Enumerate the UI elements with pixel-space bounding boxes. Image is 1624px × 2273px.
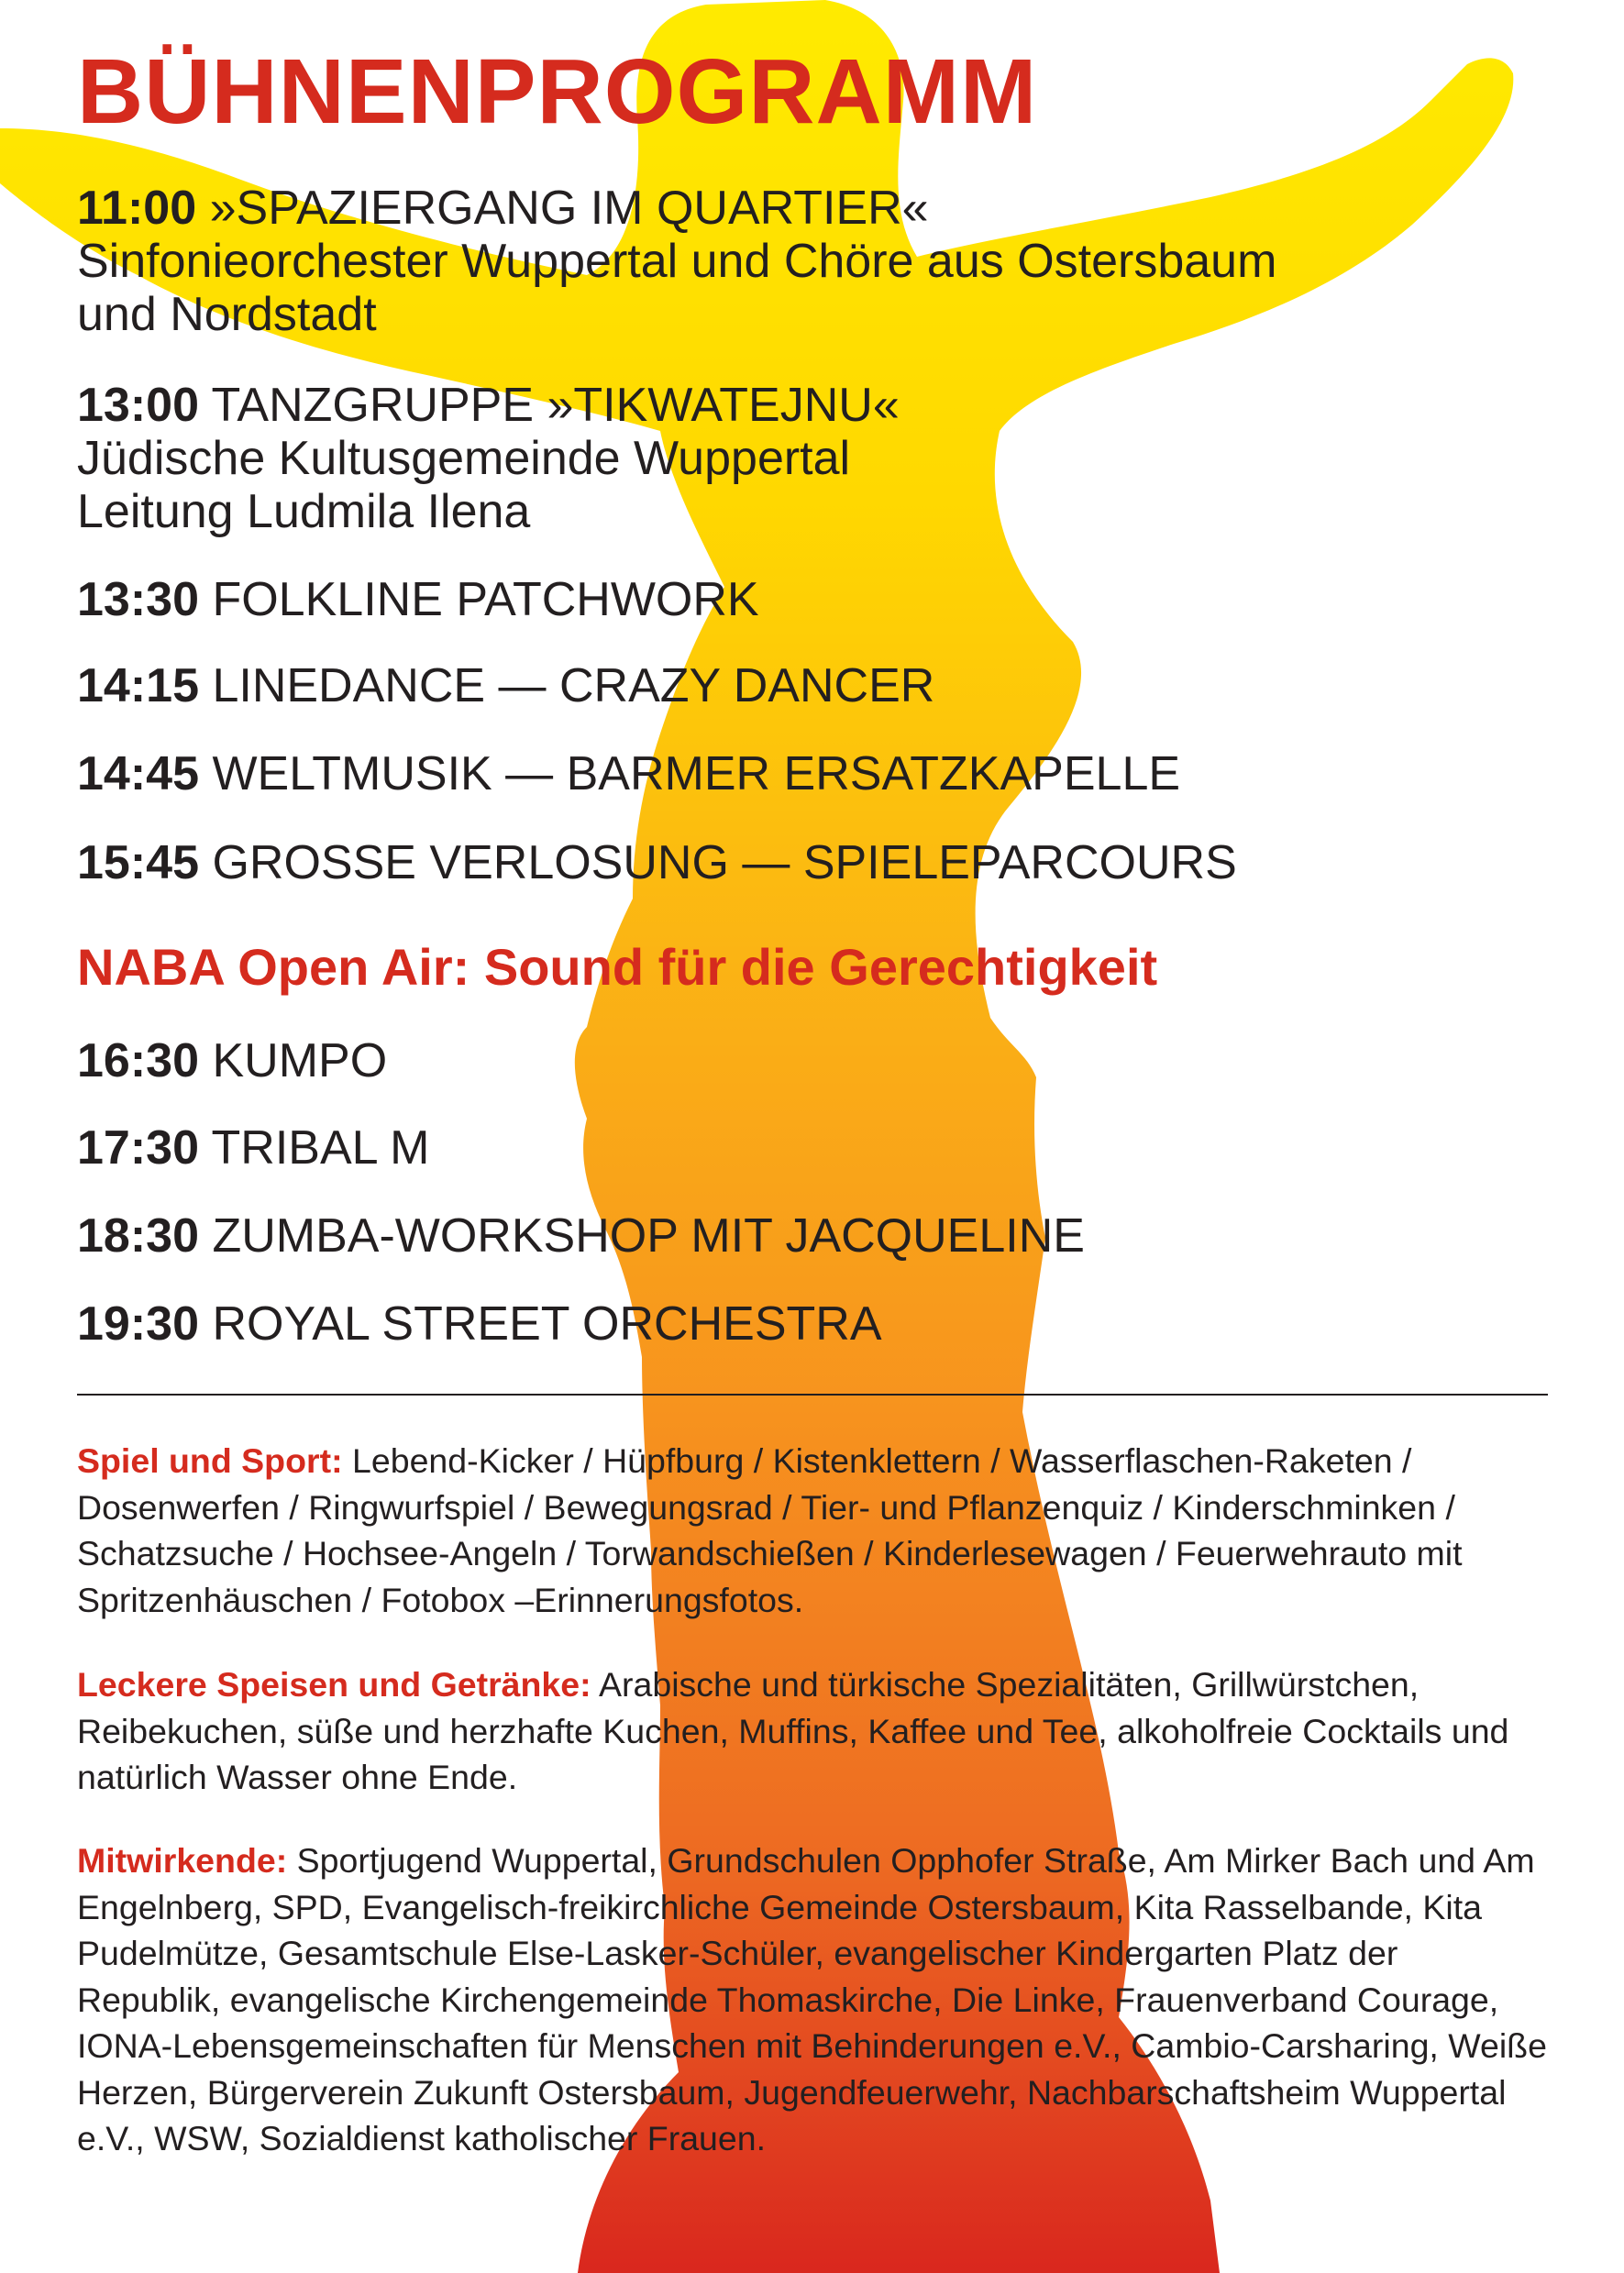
program-detail: Leitung Ludmila Ilena: [77, 485, 531, 538]
program-item-1100: [77, 182, 1563, 341]
program-title: FOLKLINE PATCHWORK: [212, 573, 759, 626]
info-label: Spiel und Sport:: [77, 1441, 343, 1480]
program-time: 11:00: [77, 182, 197, 235]
program-item-1730: [77, 1121, 1563, 1175]
info-text: Arabische und türkische Spezialitäten, Grillwürstchen, Reibekuchen, süße und herzhafte Kuchen, Muffins, Kaffee und Tee, alkoholfreie Cocktails und natürlich Wasser ohne Ende.: [77, 1665, 1509, 1796]
program-item-1445: [77, 747, 1563, 800]
program-item-1545: [77, 836, 1563, 889]
info-sport: [77, 1438, 1548, 1623]
info-food: [77, 1661, 1548, 1801]
info-participants: [77, 1837, 1548, 2162]
program-item-1300: [77, 379, 1563, 538]
program-time: 13:00: [77, 379, 199, 432]
program-title: TRIBAL M: [211, 1121, 430, 1175]
program-title: TANZGRUPPE »TIKWATEJNU«: [211, 379, 900, 432]
program-time: 14:15: [77, 659, 199, 712]
program-detail: und Nordstadt: [77, 288, 377, 341]
program-item-1830: [77, 1209, 1563, 1263]
program-title: ZUMBA-WORKSHOP MIT JACQUELINE: [212, 1209, 1085, 1263]
info-label: Mitwirkende:: [77, 1841, 288, 1880]
program-time: 16:30: [77, 1034, 199, 1087]
program-detail: Sinfonieorchester Wuppertal und Chöre aus Ostersbaum: [77, 235, 1277, 288]
program-detail: Jüdische Kultusgemeinde Wuppertal: [77, 432, 851, 485]
program-time: 15:45: [77, 836, 199, 889]
program-time: 13:30: [77, 573, 199, 626]
program-item-1330: [77, 573, 1563, 626]
program-title: LINEDANCE — CRAZY DANCER: [212, 659, 935, 712]
program-title: GROSSE VERLOSUNG — SPIELEPARCOURS: [212, 836, 1237, 889]
info-text: Lebend-Kicker / Hüpfburg / Kistenklettern / Wasserflaschen-Raketen / Dosenwerfen / Ringwurfspiel / Bewegungsrad / Tier- und Pflanzenquiz / Kinderschminken / Schatzsuche / Hochsee-Angeln / Torwandschießen / Kinderlesewagen / Feuerwehrauto mit Spritzenhäuschen / Fotobox –Erinnerungsfotos.: [77, 1441, 1463, 1619]
page-title: BÜHNENPROGRAMM: [77, 40, 1038, 143]
program-title: WELTMUSIK — BARMER ERSATZKAPELLE: [212, 747, 1181, 800]
program-title: KUMPO: [212, 1034, 388, 1087]
program-item-1630: [77, 1034, 1563, 1087]
program-time: 14:45: [77, 747, 199, 800]
divider: [77, 1394, 1548, 1396]
program-item-1930: [77, 1297, 1563, 1351]
program-time: 19:30: [77, 1297, 199, 1351]
program-title: »SPAZIERGANG IM QUARTIER«: [209, 182, 929, 235]
program-time: 18:30: [77, 1209, 199, 1263]
program-time: 17:30: [77, 1121, 199, 1175]
program-item-1415: [77, 659, 1563, 712]
info-label: Leckere Speisen und Getränke:: [77, 1665, 591, 1704]
section-heading-naba: NABA Open Air: Sound für die Gerechtigkeit: [77, 938, 1158, 996]
info-text: Sportjugend Wuppertal, Grundschulen Opphofer Straße, Am Mirker Bach und Am Engelnberg, SPD, Evangelisch-freikirchliche Gemeinde Ostersbaum, Kita Rasselbande, Kita Pudelmütze, Gesamtschule Else-Lasker-Schüler, evangelischer Kindergarten Platz der Republik, evangelische Kirchengemeinde Thomaskirche, Die Linke, Frauenverband Courage, IONA-Lebensgemeinschaften für Menschen mit Behinderungen e.V., Cambio-Carsharing, Weiße Herzen, Bürgerverein Zukunft Ostersbaum, Jugendfeuerwehr, Nachbarschaftsheim Wuppertal e.V., WSW, Sozialdienst katholischer Frauen.: [77, 1841, 1547, 2157]
program-title: ROYAL STREET ORCHESTRA: [212, 1297, 882, 1351]
